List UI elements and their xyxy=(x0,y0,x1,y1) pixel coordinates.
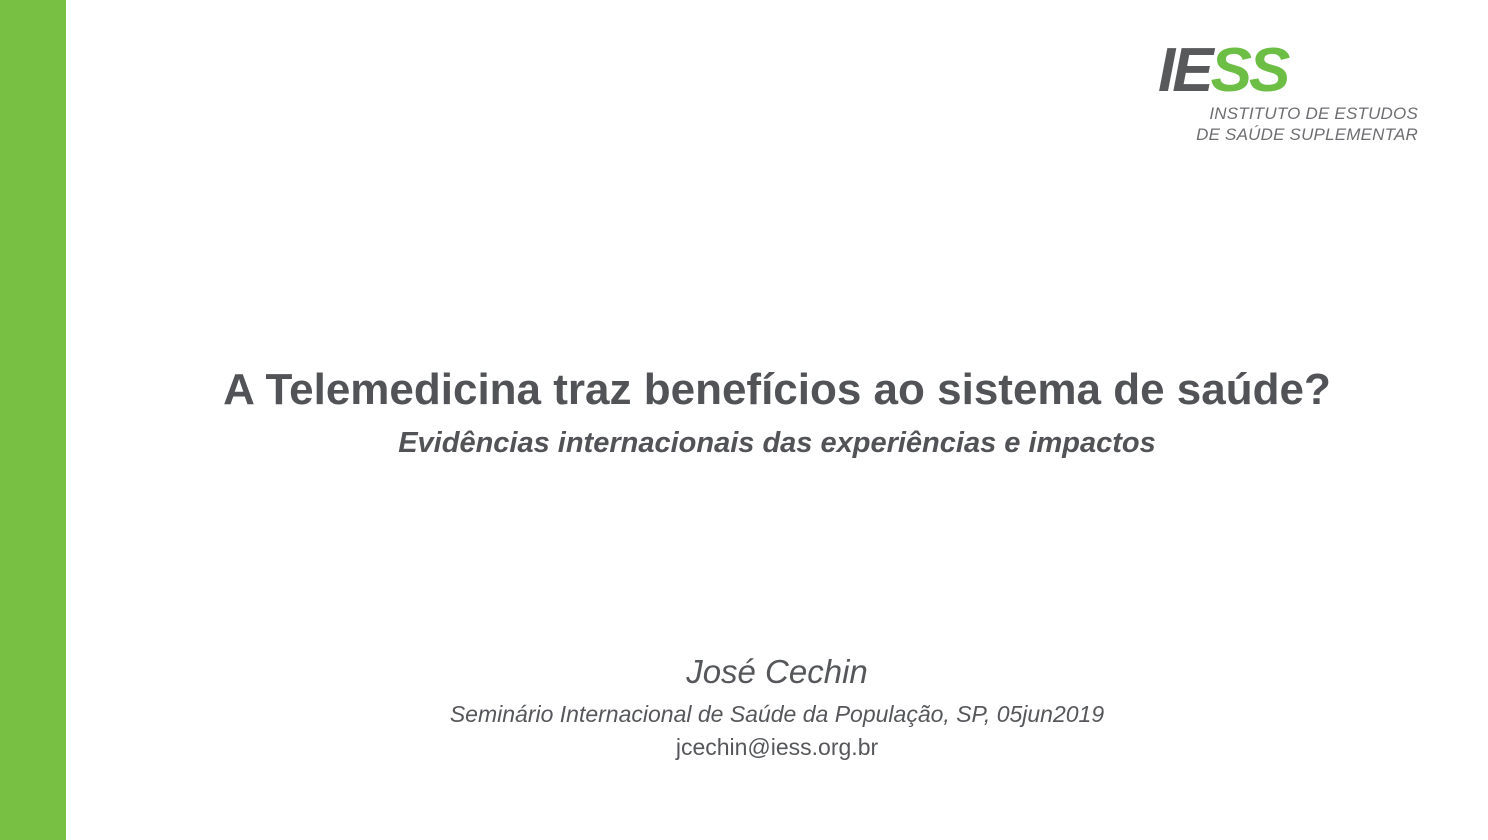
logo-tagline-line2: DE SAÚDE SUPLEMENTAR xyxy=(1196,125,1418,144)
title-block xyxy=(66,366,1488,460)
author-block xyxy=(66,652,1488,761)
author-name: José Cechin xyxy=(686,653,868,690)
event-line: Seminário Internacional de Saúde da População, SP, 05jun2019 xyxy=(449,701,1105,727)
iess-logo xyxy=(1156,36,1418,145)
logo-tagline-line1: INSTITUTO DE ESTUDOS xyxy=(1209,104,1418,123)
logo-tagline xyxy=(1156,103,1418,145)
accent-bar xyxy=(0,0,66,840)
slide-title: A Telemedicina traz benefícios ao sistema de saúde? xyxy=(223,365,1331,414)
email-address: jcechin@iess.org.br xyxy=(675,734,879,760)
logo-wordmark-ie: IE xyxy=(1158,36,1211,105)
logo-wordmark xyxy=(1158,36,1418,105)
logo-wordmark-ss: SS xyxy=(1210,36,1288,105)
slide-subtitle: Evidências internacionais das experiências e impactos xyxy=(398,427,1156,459)
